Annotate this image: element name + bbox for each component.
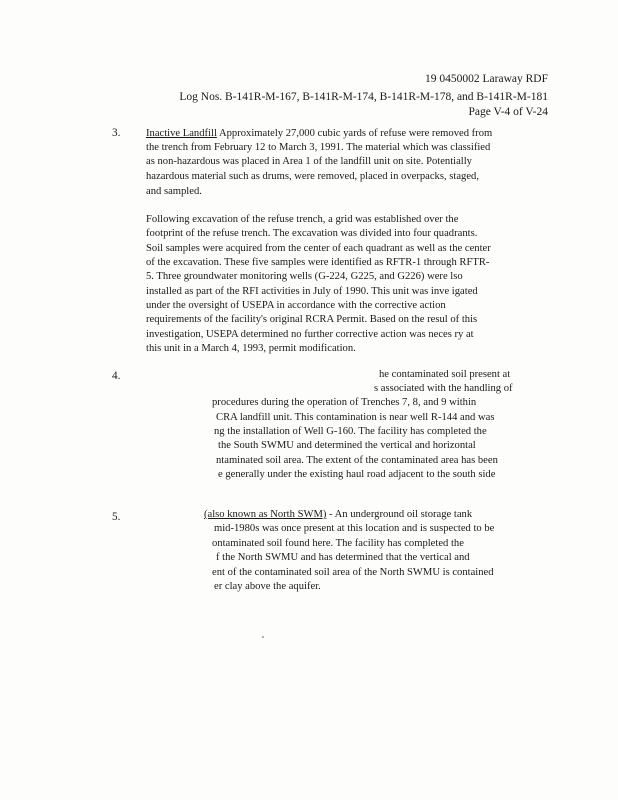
item-5-line-4: f the North SWMU and has determined that the vertical and xyxy=(216,552,470,563)
item-4-line-5: ng the installation of Well G-160. The facility has completed the xyxy=(214,426,487,437)
item-5-line-3: ontaminated soil found here. The facility has completed the xyxy=(212,538,464,549)
item-5-line-6: er clay above the aquifer. xyxy=(214,581,321,592)
item-3-line-1-text: Approximately 27,000 cubic yards of refuse were removed from xyxy=(216,128,493,139)
item-4-number: 4. xyxy=(112,370,121,382)
item-5-line-1 xyxy=(146,508,472,522)
item-3-title: Inactive Landfill xyxy=(146,128,217,139)
item-4-line-8: e generally under the existing haul road adjacent to the south side xyxy=(218,469,496,480)
item-3-line-1 xyxy=(146,127,492,141)
header-page-number: Page V-4 of V-24 xyxy=(468,106,548,118)
item-4-line-6: the South SWMU and determined the vertical and horizontal xyxy=(218,440,476,451)
item-4-line-4: CRA landfill unit. This contamination is near well R-144 and was xyxy=(216,412,495,423)
item-4-line-3: procedures during the operation of Trenches 7, 8, and 9 within xyxy=(212,397,477,408)
item-5-title: (also known as North SWM) xyxy=(204,509,327,520)
item-3-para2-line-1: Following excavation of the refuse trench, a grid was established over the xyxy=(146,214,459,225)
item-3-line-4: hazardous material such as drums, were removed, placed in overpacks, staged, xyxy=(146,171,479,182)
item-3-para2-line-10: this unit in a March 4, 1993, permit modification. xyxy=(146,343,356,354)
item-5-number: 5. xyxy=(112,511,121,523)
header-log-numbers: Log Nos. B-141R-M-167, B-141R-M-174, B-141R-M-178, and B-141R-M-181 xyxy=(179,91,548,103)
item-3-number: 3. xyxy=(112,127,121,139)
header-facility-id: 19 0450002 Laraway RDF xyxy=(425,73,548,85)
item-3-line-3: as non-hazardous was placed in Area 1 of the landfill unit on site. Potentially xyxy=(146,156,472,167)
item-4-line-1: he contaminated soil present at xyxy=(379,369,511,380)
item-5-line-1-text: - An underground oil storage tank xyxy=(326,509,473,520)
item-5-line-5: ent of the contaminated soil area of the North SWMU is contained xyxy=(212,567,494,578)
item-3-line-2: the trench from February 12 to March 3, 1991. The material which was classified xyxy=(146,142,491,153)
item-4-line-7: ntaminated soil area. The extent of the contaminated area has been xyxy=(216,455,498,466)
item-3-para2-line-9: investigation, USEPA determined no further corrective action was neces ry at xyxy=(146,329,474,340)
item-3-para2-line-6: installed as part of the RFI activities in July of 1990. This unit was inve igated xyxy=(146,286,478,297)
item-3-para2-line-4: of the excavation. These five samples were identified as RFTR-1 through RFTR- xyxy=(146,257,490,268)
item-3-line-5: and sampled. xyxy=(146,186,202,197)
item-3-para2-line-5: 5. Three groundwater monitoring wells (G-224, G225, and G226) were lso xyxy=(146,271,463,282)
scan-speck xyxy=(262,636,264,638)
item-3-para2-line-3: Soil samples were acquired from the center of each quadrant as well as the center xyxy=(146,243,491,254)
item-3-para2-line-8: requirements of the facility's original RCRA Permit. Based on the resul of this xyxy=(146,314,478,325)
item-3-para2-line-2: footprint of the refuse trench. The excavation was divided into four quadrants. xyxy=(146,228,478,239)
item-4-line-2: s associated with the handling of xyxy=(374,383,513,394)
item-5-line-2: mid-1980s was once present at this location and is suspected to be xyxy=(214,523,495,534)
item-3-para2-line-7: under the oversight of USEPA in accordance with the corrective action xyxy=(146,300,446,311)
